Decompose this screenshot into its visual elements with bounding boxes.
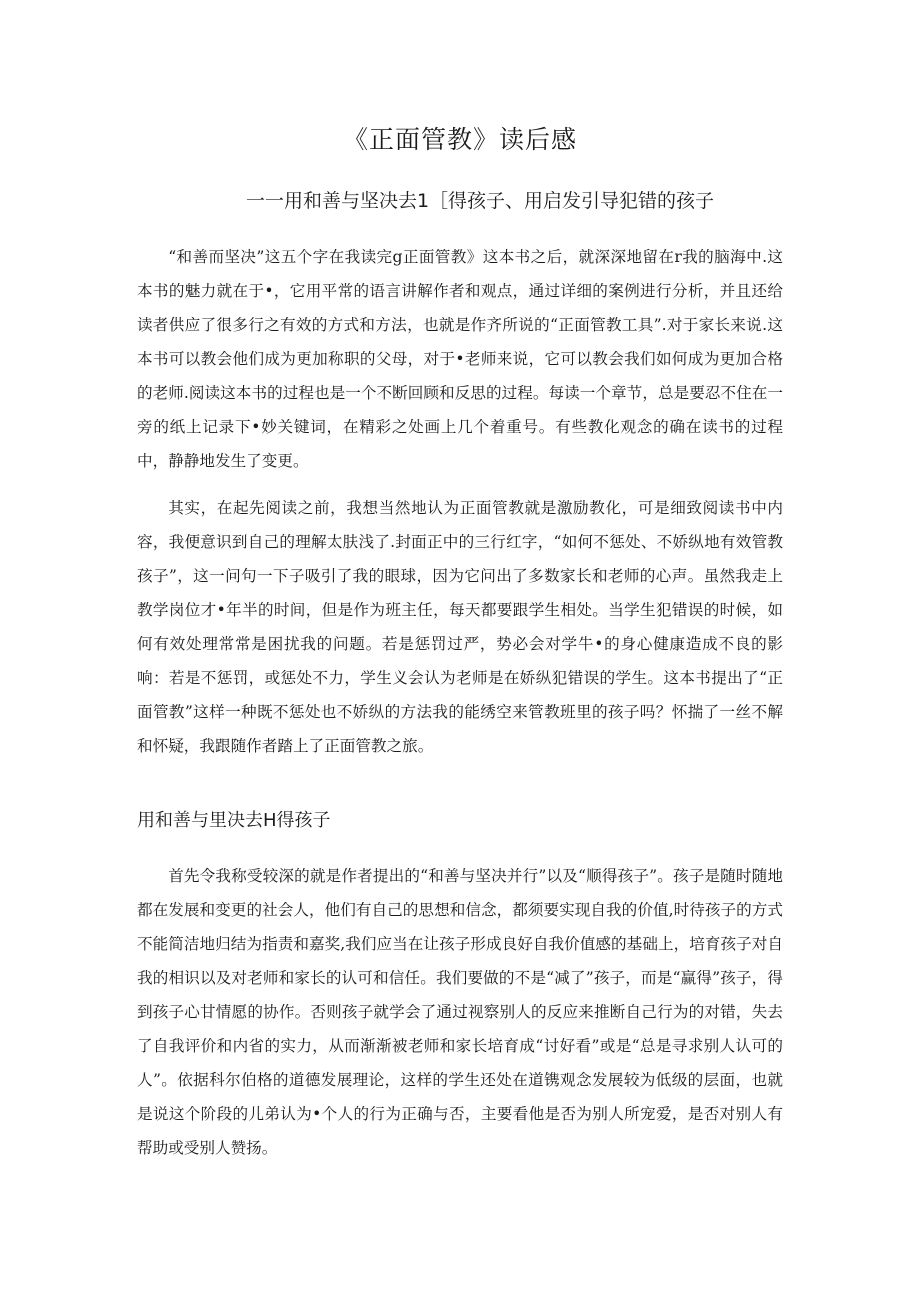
body-paragraph: “和善而坚决”这五个字在我读完g正面管教》这本书之后，就深深地留在r我的脑海中.这本书的魅力就在于•，它用平常的语言讲解作者和观点，通过详细的案例进行分析，并且还给读者供应了很多行之有效的方式和方法，也就是作齐所说的“正面管教工具”.对于家长来说.这本书可以教会他们成为更加称职的父母，对于•老师来说，它可以教会我们如何成为更加合格的老师.阅读这本书的过程也是一个不断回顾和反思的过程。每读一个章节，总是要忍不住在一旁的纸上记录下•妙关键词，在精彩之处画上几个着重号。有些教化观念的确在读书的过程中，静静地发生了变更。 [137,248,783,470]
document-subtitle: 一一用和善与坚决去1［得孩子、用启发引导犯错的孩子 [245,190,715,212]
body-paragraph: 首先令我称受较深的就是作者提出的“和善与坚决并行”以及“顺得孩子”。孩子是随时随地都在发展和变更的社会人，他们有自己的思想和信念，都须要实现自我的价值,时待孩子的方式不能简洁地归结为指责和嘉奖,我们应当在让孩子形成良好自我价值感的基础上，培育孩子对自我的相识以及对老师和家长的认可和信任。我们要做的不是“减了”孩子，而是“赢得”孩子，得到孩子心甘情愿的协作。否则孩子就学会了通过视察别人的反应来推断自己行为的对错，失去了自我评价和内省的实力，从而渐渐被老师和家长培育成“讨好看”或是“总是寻求别人认可的人”。依据科尔伯格的道德发展理论，这样的学生还处在道镌观念发展较为低级的层面，也就是说这个阶段的儿弟认为•个人的行为正确与否，主要看他是否为别人所宠爱，是否对别人有帮助或受别人赞扬。 [137,867,783,1157]
body-paragraph: 其实，在起先阅读之前，我想当然地认为正面管教就是激励教化，可是细致阅读书中内容，我便意识到自己的理解太肤浅了.封面正中的三行红字，“如何不惩处、不娇纵地有效管教孩子”，这一问句一下子吸引了我的眼球，因为它问出了多数家长和老师的心声。虽然我走上教学岗位才•年半的时间，但是作为班主任，每天都要跟学生相处。当学生犯错误的时候，如何有效处理常常是困扰我的问题。若是惩罚过严，势必会对学牛•的身心健康造成不良的影响：若是不惩罚，或惩处不力，学生义会认为老师是在娇纵犯错误的学生。这本书提出了“正面管教”这样一种既不惩处也不娇纵的方法我的能绣空来管教班里的孩子吗？怀揣了一丝不解和怀疑，我跟随作者踏上了正面管教之旅。 [137,499,783,755]
section-heading: 用和善与里决去H得孩子 [137,810,331,831]
document-title: 《正面管教》读后感 [342,125,577,154]
